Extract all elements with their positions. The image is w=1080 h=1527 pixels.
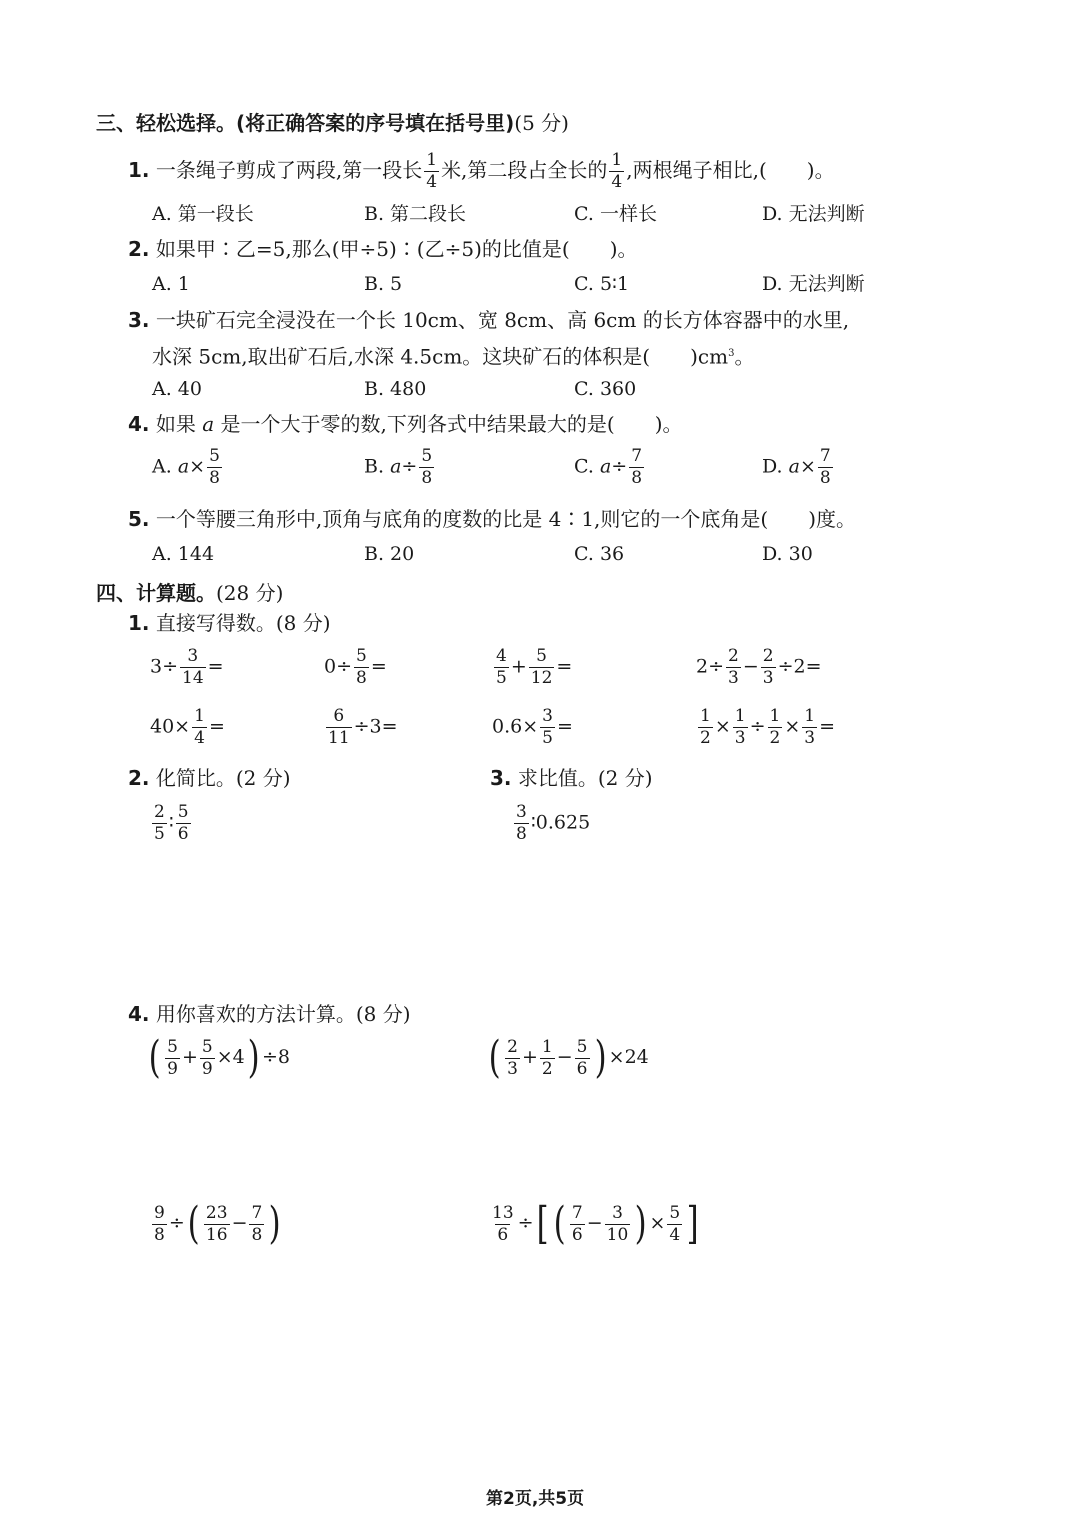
fraction <box>180 648 206 687</box>
operator: × <box>649 1212 666 1234</box>
section3-points: (5 分) <box>514 111 569 135</box>
numerator: 2 <box>507 1036 518 1057</box>
expr-8 <box>696 708 835 747</box>
numerator: 5 <box>209 446 220 466</box>
part-number: 2. <box>128 766 150 790</box>
fraction <box>514 804 529 843</box>
denominator: 4 <box>669 1224 681 1245</box>
part-title: 直接写得数。(8 分) <box>155 611 331 635</box>
fraction <box>802 708 817 747</box>
numerator: 5 <box>669 1202 681 1223</box>
denominator: 8 <box>631 468 643 488</box>
denominator: 4 <box>611 172 623 192</box>
fraction <box>505 1036 520 1079</box>
fraction <box>424 152 439 191</box>
denominator: 8 <box>819 468 831 488</box>
expr-text: ÷3= <box>353 715 398 738</box>
numerator: 1 <box>700 706 711 726</box>
part-title: 求比值。(2 分) <box>517 766 653 790</box>
expr-text: ∶0.625 <box>530 811 591 834</box>
question-text: 一块矿石完全浸没在一个长 10cm、宽 8cm、高 6cm 的长方体容器中的水里, <box>155 308 850 332</box>
fraction <box>152 804 167 843</box>
operator: × <box>799 455 816 478</box>
denominator: 8 <box>251 1224 263 1245</box>
denominator: 9 <box>201 1058 213 1079</box>
expr-text: ÷2= <box>777 655 822 678</box>
expr-7 <box>492 708 573 747</box>
right-paren: ) <box>247 1032 260 1083</box>
denominator: 6 <box>177 824 189 844</box>
option-b <box>364 448 436 487</box>
section3-title <box>96 107 569 136</box>
numerator: 7 <box>571 1202 583 1223</box>
fraction <box>419 448 434 487</box>
option-d: D. 30 <box>762 543 813 565</box>
page-number: 第2页,共5页 <box>486 1489 585 1509</box>
part-title: 化简比。(2 分) <box>155 766 291 790</box>
expr-text: 3÷ <box>150 655 179 678</box>
option-c: C. 5∶1 <box>574 273 630 295</box>
ratio-colon: ∶ <box>168 811 174 834</box>
numerator: 5 <box>536 646 547 666</box>
fraction <box>200 1036 215 1079</box>
section4-title <box>96 577 283 606</box>
equals: = <box>556 655 573 678</box>
question-4 <box>128 412 683 436</box>
denominator: 6 <box>576 1058 588 1079</box>
numerator: 1 <box>194 706 205 726</box>
option-c: C. 一样长 <box>574 203 657 225</box>
left-paren: ( <box>553 1198 566 1249</box>
question-number: 5. <box>128 507 150 531</box>
calc-expr-4 <box>488 1198 701 1249</box>
option-a: A. 第一段长 <box>152 203 254 225</box>
question-text: 如果 <box>155 412 196 436</box>
denominator: 8 <box>516 824 527 844</box>
equals: = <box>370 655 387 678</box>
option-d <box>762 448 835 487</box>
denominator: 8 <box>154 1224 165 1245</box>
numerator: 13 <box>492 1202 514 1223</box>
expr-text: 0÷ <box>324 655 353 678</box>
option-a: A. 40 <box>152 378 202 400</box>
denominator: 2 <box>541 1058 553 1079</box>
denominator: 6 <box>571 1224 583 1245</box>
fraction <box>529 648 555 687</box>
part-4-title <box>128 1002 411 1026</box>
fraction <box>326 708 352 747</box>
fraction <box>152 1202 167 1245</box>
operator: ÷ <box>749 715 766 738</box>
question-5 <box>128 507 856 531</box>
question-1 <box>128 152 835 191</box>
numerator: 6 <box>333 706 345 726</box>
numerator: 5 <box>167 1036 178 1057</box>
denominator: 3 <box>804 728 816 748</box>
denominator: 6 <box>497 1224 509 1245</box>
variable: a <box>390 455 402 478</box>
option-d: D. 无法判断 <box>762 203 865 225</box>
fraction <box>575 1036 590 1079</box>
variable: a <box>599 455 612 478</box>
fraction <box>165 1036 180 1079</box>
part-3-title <box>490 766 653 790</box>
option-b: B. 20 <box>364 543 415 565</box>
option-d: D. 无法判断 <box>762 273 865 295</box>
question-number: 2. <box>128 237 150 261</box>
option-b: B. 480 <box>364 378 427 400</box>
numerator: 1 <box>611 150 623 170</box>
denominator: 10 <box>606 1224 629 1245</box>
denominator: 5 <box>154 824 165 844</box>
equals: = <box>208 715 225 738</box>
numerator: 23 <box>205 1202 228 1223</box>
denominator: 2 <box>769 728 781 748</box>
right-paren: ) <box>634 1198 647 1249</box>
denominator: 12 <box>530 668 553 688</box>
expr-text: ×4 <box>216 1046 245 1068</box>
denominator: 4 <box>194 728 205 748</box>
expr-6 <box>324 708 398 747</box>
fraction <box>490 1202 516 1245</box>
section3-title-text: 三、轻松选择。(将正确答案的序号填在括号里) <box>96 111 515 135</box>
option-a <box>152 448 224 487</box>
expr-3 <box>492 648 572 687</box>
numerator: 5 <box>356 646 367 666</box>
operator: + <box>510 655 527 678</box>
left-paren: ( <box>488 1032 501 1083</box>
numerator: 7 <box>819 446 831 466</box>
operator: ÷ <box>168 1212 185 1234</box>
part-1-title <box>128 611 331 635</box>
operator: + <box>522 1046 538 1068</box>
part-number: 4. <box>128 1002 150 1026</box>
operator: − <box>231 1212 248 1234</box>
numerator: 1 <box>769 706 781 726</box>
section4-title-text: 四、计算题。 <box>96 581 216 605</box>
question-text: 。 <box>734 344 755 369</box>
equals: = <box>819 715 835 738</box>
option-label: B. <box>364 455 385 478</box>
fraction <box>207 448 222 487</box>
right-bracket: ] <box>686 1198 699 1249</box>
numerator: 1 <box>426 150 438 170</box>
operator: − <box>586 1212 603 1234</box>
fraction <box>667 1202 682 1245</box>
ratio-expr <box>150 804 193 843</box>
equals: = <box>556 715 573 738</box>
fraction <box>570 1202 585 1245</box>
numerator: 1 <box>541 1036 553 1057</box>
numerator: 3 <box>187 646 199 666</box>
denominator: 3 <box>734 728 746 748</box>
numerator: 4 <box>496 646 507 666</box>
fraction <box>354 648 369 687</box>
denominator: 14 <box>182 668 204 688</box>
denominator: 8 <box>209 468 220 488</box>
denominator: 5 <box>542 728 553 748</box>
expr-text: 2÷ <box>696 655 725 678</box>
question-3 <box>128 308 849 332</box>
denominator: 16 <box>205 1224 228 1245</box>
denominator: 4 <box>426 172 438 192</box>
section4-points: (28 分) <box>216 581 284 605</box>
denominator: 3 <box>507 1058 518 1079</box>
question-3-line2 <box>152 342 754 369</box>
question-number: 4. <box>128 412 150 436</box>
denominator: 8 <box>356 668 367 688</box>
expr-5 <box>150 708 225 747</box>
fraction <box>494 648 509 687</box>
numerator: 3 <box>516 802 527 822</box>
numerator: 1 <box>734 706 746 726</box>
option-a: A. 144 <box>152 543 215 565</box>
expr-text: ×24 <box>608 1046 649 1068</box>
superscript: 3 <box>728 348 735 359</box>
option-a: A. 1 <box>152 273 190 295</box>
expr-2 <box>324 648 387 687</box>
option-label: A. <box>152 455 172 478</box>
operator: ÷ <box>401 455 418 478</box>
question-text: 米,第二段占全长的 <box>441 158 608 182</box>
fraction <box>540 1036 555 1079</box>
question-text: ,两根绳子相比,( )。 <box>626 158 835 182</box>
fraction <box>733 708 748 747</box>
variable: a <box>202 412 215 436</box>
option-label: C. <box>574 455 594 478</box>
question-text: 一条绳子剪成了两段,第一段长 <box>155 158 423 182</box>
numerator: 5 <box>576 1036 588 1057</box>
operator: − <box>742 655 759 678</box>
right-paren: ) <box>594 1032 607 1083</box>
fraction <box>176 804 191 843</box>
numerator: 5 <box>421 446 433 466</box>
numerator: 5 <box>201 1036 213 1057</box>
left-paren: ( <box>148 1032 161 1083</box>
fraction <box>204 1202 230 1245</box>
question-2 <box>128 237 638 261</box>
denominator: 11 <box>328 728 350 748</box>
operator: − <box>556 1046 573 1068</box>
denominator: 2 <box>700 728 711 748</box>
operator: ÷ <box>611 455 628 478</box>
option-b: B. 第二段长 <box>364 203 467 225</box>
expr-text: 0.6× <box>492 715 539 738</box>
part-title: 用你喜欢的方法计算。(8 分) <box>155 1002 411 1026</box>
numerator: 5 <box>177 802 189 822</box>
denominator: 9 <box>167 1058 178 1079</box>
equals: = <box>207 655 224 678</box>
expr-1 <box>150 648 224 687</box>
denominator: 5 <box>496 668 507 688</box>
option-c: C. 360 <box>574 378 637 400</box>
question-text: 如果甲∶乙=5,那么(甲÷5)∶(乙÷5)的比值是( )。 <box>155 237 638 261</box>
operator: ÷ <box>517 1212 534 1234</box>
numerator: 1 <box>804 706 816 726</box>
question-number: 1. <box>128 158 150 182</box>
fraction <box>609 152 624 191</box>
numerator: 2 <box>154 802 165 822</box>
ratio-value-expr <box>512 804 590 843</box>
left-paren: ( <box>187 1198 200 1249</box>
variable: a <box>788 455 800 478</box>
fraction <box>629 448 644 487</box>
numerator: 7 <box>631 446 643 466</box>
fraction <box>192 708 207 747</box>
operator: + <box>182 1046 198 1068</box>
fraction <box>761 648 776 687</box>
question-text: 一个等腰三角形中,顶角与底角的度数的比是 4∶1,则它的一个底角是( )度。 <box>155 507 857 531</box>
fraction <box>726 648 741 687</box>
option-c <box>574 448 646 487</box>
part-2-title <box>128 766 291 790</box>
part-number: 3. <box>490 766 512 790</box>
denominator: 8 <box>421 468 433 488</box>
numerator: 3 <box>542 706 553 726</box>
fraction <box>818 448 833 487</box>
calc-expr-3 <box>150 1198 283 1249</box>
operator: × <box>784 715 801 738</box>
part-number: 1. <box>128 611 150 635</box>
fraction <box>540 708 555 747</box>
option-b: B. 5 <box>364 273 403 295</box>
numerator: 7 <box>251 1202 263 1223</box>
numerator: 2 <box>728 646 739 666</box>
calc-expr-1 <box>146 1032 290 1083</box>
fraction <box>249 1202 264 1245</box>
question-number: 3. <box>128 308 150 332</box>
expr-text: 40× <box>150 715 191 738</box>
numerator: 9 <box>154 1202 165 1223</box>
numerator: 2 <box>762 646 774 666</box>
question-text: 水深 5cm,取出矿石后,水深 4.5cm。这块矿石的体积是( )cm <box>152 344 729 369</box>
right-paren: ) <box>268 1198 281 1249</box>
numerator: 3 <box>612 1202 623 1223</box>
expr-4 <box>696 648 822 687</box>
denominator: 3 <box>762 668 774 688</box>
operator: × <box>714 715 731 738</box>
fraction <box>605 1202 631 1245</box>
left-bracket: [ <box>536 1198 549 1249</box>
denominator: 3 <box>728 668 739 688</box>
expr-text: ÷8 <box>261 1046 290 1068</box>
operator: × <box>189 455 206 478</box>
option-c: C. 36 <box>574 543 625 565</box>
variable: a <box>177 455 190 478</box>
question-text: 是一个大于零的数,下列各式中结果最大的是( )。 <box>220 412 683 436</box>
calc-expr-2 <box>486 1032 649 1083</box>
option-label: D. <box>762 455 783 478</box>
fraction <box>768 708 783 747</box>
fraction <box>698 708 713 747</box>
